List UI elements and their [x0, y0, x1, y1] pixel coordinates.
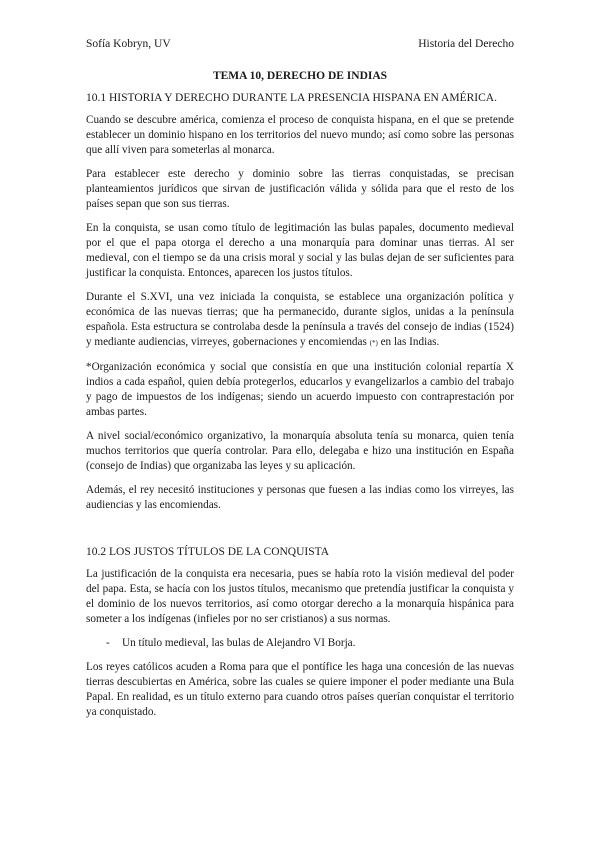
paragraph: La justificación de la conquista era necesaria, pues se había roto la visión medieval del poder del papa. Esta, se hacía con los justos títulos, mecanismo que pretendía justificar la conquista y el dominio de los nuevos territorios, así como otorgar derecho a la monarquía hispánica para someter a los indígenas (infieles por no ser cristianos) a sus normas.: [86, 568, 514, 625]
document-body: [86, 70, 514, 729]
list-item-text: Un título medieval, las bulas de Alejandro VI Borja.: [122, 637, 356, 649]
paragraph: Cuando se descubre américa, comienza el proceso de conquista hispana, en el que se pretende establecer un dominio hispano en los territorios del nuevo mundo; así como sobre las personas que allí viven para someterlas al monarca.: [86, 114, 514, 156]
section-heading-10-2: 10.2 LOS JUSTOS TÍTULOS DE LA CONQUISTA: [86, 546, 330, 558]
paragraph: Además, el rey necesitó instituciones y personas que fuesen a las indias como los virreyes, las audiencias y las encomiendas.: [86, 484, 514, 511]
paragraph: Para establecer este derecho y dominio sobre las tierras conquistadas, se precisan planteamientos jurídicos que sirvan de justificación válida y sólida para que el resto de los países sepan que son sus tierras.: [86, 168, 514, 210]
paragraph: [86, 290, 514, 351]
list-item: [86, 636, 514, 651]
document-title: TEMA 10, DERECHO DE INDIAS: [212, 70, 388, 82]
footnote-paragraph: *Organización económica y social que consistía en que una institución colonial repartía X indios a cada español, quien debía protegerlos, educarlos y evangelizarlos a cambio del trabajo y pago de impuestos de los indígenas; siendo un acuerdo impuesto con contraprestación por ambas partes.: [86, 361, 514, 418]
paragraph: En la conquista, se usan como título de legitimación las bulas papales, documento medieval por el que el papa otorga el derecho a una monarquía para dominar unas tierras. Al ser medieval, con el tiempo se da una crisis moral y social y las bulas dejan de ser suficientes para justificar la conquista. Entonces, aparecen los justos títulos.: [86, 222, 514, 279]
bullet-dash: -: [106, 637, 110, 649]
header-subject: Historia del Derecho: [418, 38, 514, 50]
header-author: Sofía Kobryn, UV: [86, 38, 171, 50]
paragraph: Los reyes católicos acuden a Roma para que el pontífice les haga una concesión de las nuevas tierras descubiertas en América, sobre las cuales se quiere imponer el poder mediante una Bula Papal. En realidad, es un título externo para cuando otros países querían conquistar el territorio ya conquistado.: [86, 661, 514, 718]
footnote-marker: (*): [369, 339, 378, 347]
paragraph: A nivel social/económico organizativo, la monarquía absoluta tenía su monarca, quien tenía muchos territorios que quería controlar. Para ello, delegaba e hizo una institución en España (consejo de Indias) que organizaba las leyes y su aplicación.: [86, 430, 514, 472]
paragraph-text: Durante el S.XVI, una vez iniciada la conquista, se establece una organización política y económica de las nuevas tierras; que ha permanecido, durante siglos, unidas a la península española. Esta estructura se controlaba desde la península a través del consejo de indias (1524) y mediante audiencias, virreyes, gobernaciones y encomiendas: [86, 291, 514, 348]
paragraph-text-end: en las Indias.: [377, 336, 440, 348]
section-heading-10-1: 10.1 HISTORIA Y DERECHO DURANTE LA PRESENCIA HISPANA EN AMÉRICA.: [86, 92, 497, 104]
